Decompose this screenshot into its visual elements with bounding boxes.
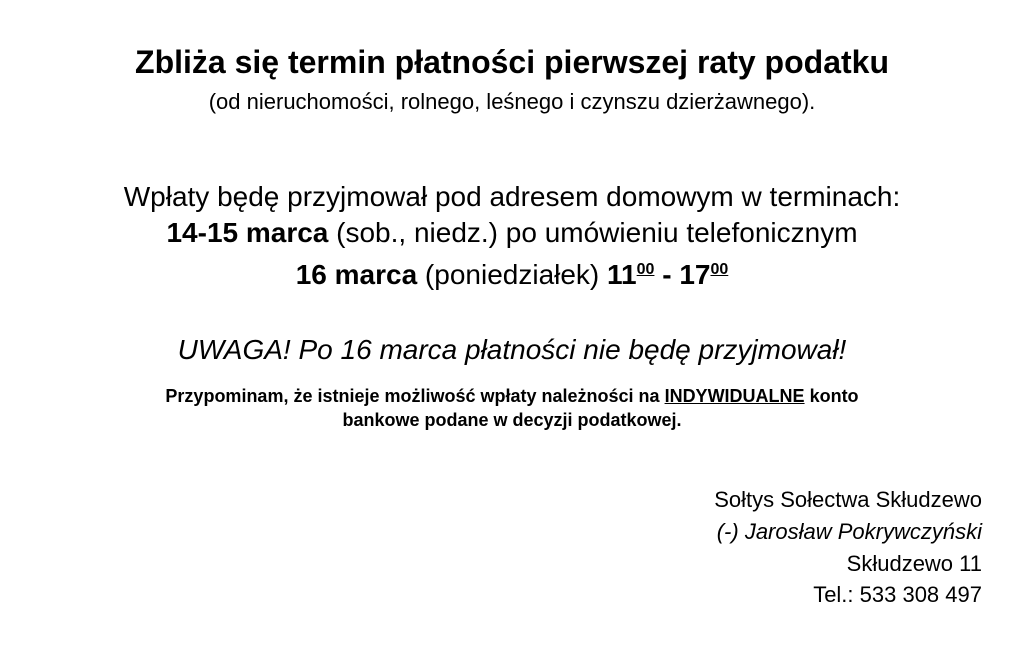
time-separator: - [654,259,680,290]
signature-role: Sołtys Sołectwa Skłudzewo [714,487,982,512]
signature-name: (-) Jarosław Pokrywczyński [716,519,982,544]
signature-phone: Tel.: 533 308 497 [813,582,982,607]
reminder-line-1 [0,384,1024,408]
signature-address: Skłudzewo 11 [846,551,982,576]
payment-intro: Wpłaty będę przyjmował pod adresem domowym w terminach: [123,181,901,212]
date-monday-bold: 16 marca [295,259,418,290]
date-monday-detail: (poniedziałek) [417,259,608,290]
reminder-part-1: Przypominam, że istnieje możliwość wpłaty należności na [165,386,665,406]
payment-date-weekend [0,216,1024,250]
warning-text: UWAGA! Po 16 marca płatności nie będę przyjmował! [177,334,847,365]
time-start-hour: 11 [607,259,637,290]
date-weekend-detail: (sob., niedz.) po umówieniu telefonicznym [328,217,858,248]
time-end-minutes: 00 [710,261,729,278]
time-end-hour: 17 [679,259,711,290]
reminder-part-2: konto [804,386,859,406]
time-start-minutes: 00 [636,261,655,278]
notice-subtitle: (od nieruchomości, rolnego, leśnego i czynszu dzierżawnego). [208,89,816,114]
reminder-line-2: bankowe podane w decyzji podatkowej. [342,410,682,430]
notice-title: Zbliża się termin płatności pierwszej raty podatku [135,44,889,80]
reminder-emphasis: INDYWIDUALNE [664,386,805,406]
date-weekend-bold: 14-15 marca [166,217,329,248]
payment-date-monday [0,252,1024,293]
